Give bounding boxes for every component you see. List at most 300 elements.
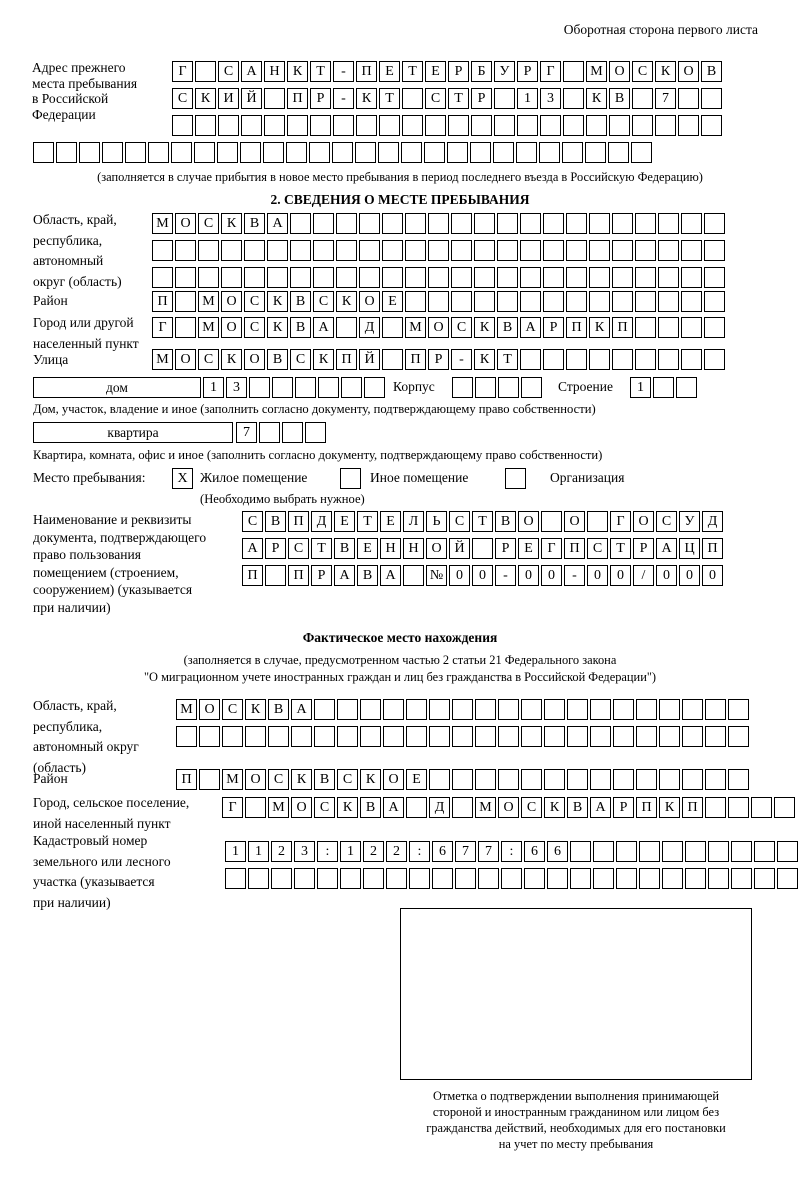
char-cell[interactable] bbox=[589, 213, 610, 234]
char-cell[interactable] bbox=[175, 291, 196, 312]
char-cell[interactable]: Г bbox=[541, 538, 562, 559]
char-cell[interactable]: О bbox=[383, 769, 404, 790]
char-cell[interactable] bbox=[198, 240, 219, 261]
char-cell[interactable]: П bbox=[566, 317, 587, 338]
char-cell[interactable]: К bbox=[267, 291, 288, 312]
char-cell[interactable] bbox=[704, 240, 725, 261]
char-cell[interactable] bbox=[287, 115, 308, 136]
char-cell[interactable] bbox=[544, 726, 565, 747]
char-cell[interactable]: Т bbox=[448, 88, 469, 109]
char-cell[interactable]: П bbox=[336, 349, 357, 370]
char-cell[interactable]: Д bbox=[429, 797, 450, 818]
char-cell[interactable]: С bbox=[288, 538, 309, 559]
char-cell[interactable] bbox=[567, 726, 588, 747]
char-cell[interactable] bbox=[428, 291, 449, 312]
char-cell[interactable]: 0 bbox=[656, 565, 677, 586]
char-cell[interactable] bbox=[360, 726, 381, 747]
stroenie-cells[interactable] bbox=[630, 377, 699, 398]
char-cell[interactable]: О bbox=[175, 349, 196, 370]
char-cell[interactable]: 0 bbox=[679, 565, 700, 586]
char-cell[interactable] bbox=[245, 726, 266, 747]
char-cell[interactable] bbox=[199, 769, 220, 790]
char-cell[interactable] bbox=[336, 267, 357, 288]
char-cell[interactable] bbox=[520, 291, 541, 312]
char-cell[interactable] bbox=[478, 868, 499, 889]
flat-cells[interactable] bbox=[236, 422, 328, 443]
char-cell[interactable]: Р bbox=[543, 317, 564, 338]
city-row[interactable] bbox=[152, 317, 727, 338]
char-cell[interactable]: С bbox=[451, 317, 472, 338]
char-cell[interactable] bbox=[544, 699, 565, 720]
char-cell[interactable]: О bbox=[633, 511, 654, 532]
char-cell[interactable] bbox=[286, 142, 307, 163]
char-cell[interactable] bbox=[613, 769, 634, 790]
char-cell[interactable] bbox=[241, 115, 262, 136]
char-cell[interactable]: 1 bbox=[225, 841, 246, 862]
char-cell[interactable]: М bbox=[198, 317, 219, 338]
char-cell[interactable]: О bbox=[245, 769, 266, 790]
char-cell[interactable]: О bbox=[291, 797, 312, 818]
char-cell[interactable]: В bbox=[334, 538, 355, 559]
char-cell[interactable] bbox=[198, 267, 219, 288]
char-cell[interactable] bbox=[590, 769, 611, 790]
char-cell[interactable] bbox=[586, 115, 607, 136]
char-cell[interactable]: 1 bbox=[630, 377, 651, 398]
char-cell[interactable] bbox=[290, 213, 311, 234]
char-cell[interactable] bbox=[240, 142, 261, 163]
char-cell[interactable]: П bbox=[288, 565, 309, 586]
char-cell[interactable] bbox=[587, 511, 608, 532]
char-cell[interactable]: Р bbox=[311, 565, 332, 586]
char-cell[interactable] bbox=[363, 868, 384, 889]
char-cell[interactable]: А bbox=[242, 538, 263, 559]
char-cell[interactable]: К bbox=[474, 317, 495, 338]
document-row-3[interactable] bbox=[242, 565, 725, 586]
char-cell[interactable]: О bbox=[244, 349, 265, 370]
char-cell[interactable] bbox=[402, 88, 423, 109]
char-cell[interactable]: Б bbox=[471, 61, 492, 82]
char-cell[interactable] bbox=[543, 267, 564, 288]
char-cell[interactable]: Е bbox=[382, 291, 403, 312]
char-cell[interactable] bbox=[341, 377, 362, 398]
char-cell[interactable] bbox=[636, 769, 657, 790]
char-cell[interactable]: Т bbox=[379, 88, 400, 109]
char-cell[interactable] bbox=[521, 377, 542, 398]
char-cell[interactable] bbox=[56, 142, 77, 163]
char-cell[interactable] bbox=[658, 317, 679, 338]
char-cell[interactable] bbox=[659, 699, 680, 720]
char-cell[interactable] bbox=[497, 291, 518, 312]
char-cell[interactable] bbox=[662, 868, 683, 889]
char-cell[interactable]: К bbox=[655, 61, 676, 82]
char-cell[interactable] bbox=[708, 841, 729, 862]
char-cell[interactable] bbox=[455, 868, 476, 889]
char-cell[interactable]: Т bbox=[610, 538, 631, 559]
region-row-3[interactable] bbox=[152, 267, 727, 288]
char-cell[interactable] bbox=[152, 267, 173, 288]
char-cell[interactable]: В bbox=[567, 797, 588, 818]
char-cell[interactable]: Р bbox=[265, 538, 286, 559]
char-cell[interactable]: С bbox=[172, 88, 193, 109]
char-cell[interactable]: П bbox=[682, 797, 703, 818]
char-cell[interactable]: 0 bbox=[610, 565, 631, 586]
char-cell[interactable]: К bbox=[336, 291, 357, 312]
char-cell[interactable] bbox=[589, 291, 610, 312]
char-cell[interactable]: : bbox=[317, 841, 338, 862]
char-cell[interactable] bbox=[382, 240, 403, 261]
char-cell[interactable]: 0 bbox=[702, 565, 723, 586]
char-cell[interactable] bbox=[452, 769, 473, 790]
char-cell[interactable] bbox=[498, 769, 519, 790]
region-row-1[interactable] bbox=[152, 213, 727, 234]
char-cell[interactable] bbox=[493, 142, 514, 163]
char-cell[interactable] bbox=[263, 142, 284, 163]
street-row[interactable] bbox=[152, 349, 727, 370]
char-cell[interactable]: 3 bbox=[226, 377, 247, 398]
char-cell[interactable] bbox=[125, 142, 146, 163]
char-cell[interactable] bbox=[267, 240, 288, 261]
char-cell[interactable] bbox=[402, 115, 423, 136]
char-cell[interactable] bbox=[175, 317, 196, 338]
char-cell[interactable]: П bbox=[152, 291, 173, 312]
char-cell[interactable]: 1 bbox=[248, 841, 269, 862]
char-cell[interactable] bbox=[497, 267, 518, 288]
document-row-2[interactable] bbox=[242, 538, 725, 559]
char-cell[interactable]: 1 bbox=[203, 377, 224, 398]
char-cell[interactable] bbox=[264, 115, 285, 136]
char-cell[interactable] bbox=[474, 267, 495, 288]
prev-address-row-1[interactable] bbox=[172, 61, 724, 82]
char-cell[interactable]: В bbox=[290, 291, 311, 312]
char-cell[interactable]: Н bbox=[264, 61, 285, 82]
char-cell[interactable] bbox=[731, 841, 752, 862]
char-cell[interactable]: Г bbox=[222, 797, 243, 818]
char-cell[interactable] bbox=[616, 868, 637, 889]
char-cell[interactable]: Р bbox=[613, 797, 634, 818]
char-cell[interactable]: 7 bbox=[478, 841, 499, 862]
char-cell[interactable] bbox=[543, 349, 564, 370]
char-cell[interactable] bbox=[681, 213, 702, 234]
char-cell[interactable] bbox=[728, 797, 749, 818]
char-cell[interactable]: Д bbox=[311, 511, 332, 532]
char-cell[interactable] bbox=[294, 868, 315, 889]
char-cell[interactable] bbox=[566, 213, 587, 234]
char-cell[interactable] bbox=[249, 377, 270, 398]
char-cell[interactable]: : bbox=[409, 841, 430, 862]
char-cell[interactable] bbox=[498, 699, 519, 720]
char-cell[interactable] bbox=[332, 142, 353, 163]
char-cell[interactable] bbox=[704, 213, 725, 234]
char-cell[interactable]: М bbox=[198, 291, 219, 312]
char-cell[interactable]: К bbox=[267, 317, 288, 338]
char-cell[interactable] bbox=[517, 115, 538, 136]
char-cell[interactable] bbox=[245, 797, 266, 818]
char-cell[interactable]: К bbox=[313, 349, 334, 370]
char-cell[interactable] bbox=[655, 115, 676, 136]
char-cell[interactable]: В bbox=[497, 317, 518, 338]
char-cell[interactable] bbox=[685, 841, 706, 862]
char-cell[interactable] bbox=[272, 377, 293, 398]
char-cell[interactable] bbox=[309, 142, 330, 163]
char-cell[interactable]: Е bbox=[518, 538, 539, 559]
char-cell[interactable]: Т bbox=[472, 511, 493, 532]
char-cell[interactable] bbox=[678, 115, 699, 136]
char-cell[interactable] bbox=[521, 699, 542, 720]
char-cell[interactable]: О bbox=[426, 538, 447, 559]
char-cell[interactable] bbox=[295, 377, 316, 398]
char-cell[interactable] bbox=[632, 115, 653, 136]
char-cell[interactable] bbox=[728, 726, 749, 747]
char-cell[interactable]: Р bbox=[495, 538, 516, 559]
char-cell[interactable] bbox=[382, 213, 403, 234]
char-cell[interactable]: В bbox=[314, 769, 335, 790]
char-cell[interactable] bbox=[428, 267, 449, 288]
actual-region-row-1[interactable] bbox=[176, 699, 751, 720]
char-cell[interactable] bbox=[540, 115, 561, 136]
char-cell[interactable] bbox=[658, 349, 679, 370]
char-cell[interactable] bbox=[566, 349, 587, 370]
char-cell[interactable]: - bbox=[333, 88, 354, 109]
char-cell[interactable] bbox=[701, 115, 722, 136]
char-cell[interactable] bbox=[475, 769, 496, 790]
char-cell[interactable] bbox=[681, 349, 702, 370]
char-cell[interactable] bbox=[475, 699, 496, 720]
char-cell[interactable] bbox=[658, 240, 679, 261]
char-cell[interactable]: У bbox=[494, 61, 515, 82]
char-cell[interactable] bbox=[378, 142, 399, 163]
char-cell[interactable]: К bbox=[356, 88, 377, 109]
char-cell[interactable]: О bbox=[518, 511, 539, 532]
char-cell[interactable] bbox=[497, 240, 518, 261]
char-cell[interactable]: П bbox=[636, 797, 657, 818]
char-cell[interactable] bbox=[148, 142, 169, 163]
char-cell[interactable]: К bbox=[291, 769, 312, 790]
char-cell[interactable] bbox=[708, 868, 729, 889]
char-cell[interactable] bbox=[474, 240, 495, 261]
char-cell[interactable] bbox=[636, 699, 657, 720]
char-cell[interactable] bbox=[701, 88, 722, 109]
char-cell[interactable] bbox=[566, 240, 587, 261]
char-cell[interactable] bbox=[590, 699, 611, 720]
char-cell[interactable]: А bbox=[383, 797, 404, 818]
char-cell[interactable]: С bbox=[218, 61, 239, 82]
char-cell[interactable]: В bbox=[609, 88, 630, 109]
char-cell[interactable]: П bbox=[612, 317, 633, 338]
char-cell[interactable]: В bbox=[701, 61, 722, 82]
char-cell[interactable] bbox=[524, 868, 545, 889]
char-cell[interactable] bbox=[268, 726, 289, 747]
char-cell[interactable] bbox=[547, 868, 568, 889]
char-cell[interactable]: К bbox=[195, 88, 216, 109]
char-cell[interactable]: О bbox=[175, 213, 196, 234]
char-cell[interactable] bbox=[267, 267, 288, 288]
char-cell[interactable]: В bbox=[495, 511, 516, 532]
char-cell[interactable] bbox=[401, 142, 422, 163]
char-cell[interactable]: 3 bbox=[540, 88, 561, 109]
char-cell[interactable] bbox=[406, 797, 427, 818]
document-row-1[interactable] bbox=[242, 511, 725, 532]
char-cell[interactable] bbox=[359, 240, 380, 261]
char-cell[interactable]: П bbox=[702, 538, 723, 559]
char-cell[interactable]: 6 bbox=[547, 841, 568, 862]
char-cell[interactable]: У bbox=[679, 511, 700, 532]
char-cell[interactable] bbox=[612, 291, 633, 312]
char-cell[interactable] bbox=[498, 726, 519, 747]
char-cell[interactable] bbox=[447, 142, 468, 163]
char-cell[interactable] bbox=[405, 291, 426, 312]
char-cell[interactable]: К bbox=[221, 213, 242, 234]
place-type-option-inoe[interactable]: Иное помещение bbox=[370, 470, 469, 485]
char-cell[interactable] bbox=[635, 317, 656, 338]
char-cell[interactable] bbox=[774, 797, 795, 818]
char-cell[interactable]: А bbox=[313, 317, 334, 338]
char-cell[interactable] bbox=[704, 291, 725, 312]
char-cell[interactable]: С bbox=[337, 769, 358, 790]
char-cell[interactable]: С bbox=[313, 291, 334, 312]
char-cell[interactable]: Е bbox=[406, 769, 427, 790]
char-cell[interactable]: О bbox=[678, 61, 699, 82]
char-cell[interactable] bbox=[751, 797, 772, 818]
char-cell[interactable] bbox=[639, 841, 660, 862]
char-cell[interactable] bbox=[225, 868, 246, 889]
char-cell[interactable]: Р bbox=[517, 61, 538, 82]
char-cell[interactable] bbox=[382, 317, 403, 338]
char-cell[interactable] bbox=[612, 349, 633, 370]
char-cell[interactable]: Т bbox=[402, 61, 423, 82]
char-cell[interactable] bbox=[593, 841, 614, 862]
char-cell[interactable] bbox=[659, 769, 680, 790]
actual-region-row-2[interactable] bbox=[176, 726, 751, 747]
char-cell[interactable]: 6 bbox=[432, 841, 453, 862]
char-cell[interactable]: С bbox=[244, 291, 265, 312]
char-cell[interactable]: В bbox=[244, 213, 265, 234]
char-cell[interactable] bbox=[336, 240, 357, 261]
char-cell[interactable]: Е bbox=[380, 511, 401, 532]
char-cell[interactable] bbox=[364, 377, 385, 398]
char-cell[interactable]: 1 bbox=[340, 841, 361, 862]
char-cell[interactable]: А bbox=[291, 699, 312, 720]
cadastral-row-2[interactable] bbox=[225, 868, 800, 889]
char-cell[interactable]: С bbox=[290, 349, 311, 370]
char-cell[interactable]: 6 bbox=[524, 841, 545, 862]
char-cell[interactable] bbox=[318, 377, 339, 398]
prev-address-row-2[interactable] bbox=[172, 88, 724, 109]
char-cell[interactable] bbox=[593, 868, 614, 889]
char-cell[interactable] bbox=[705, 769, 726, 790]
char-cell[interactable]: К bbox=[586, 88, 607, 109]
char-cell[interactable]: С bbox=[449, 511, 470, 532]
char-cell[interactable]: А bbox=[520, 317, 541, 338]
char-cell[interactable]: Т bbox=[357, 511, 378, 532]
char-cell[interactable]: Р bbox=[471, 88, 492, 109]
char-cell[interactable]: Т bbox=[310, 61, 331, 82]
char-cell[interactable] bbox=[333, 115, 354, 136]
char-cell[interactable] bbox=[336, 317, 357, 338]
char-cell[interactable] bbox=[562, 142, 583, 163]
char-cell[interactable] bbox=[382, 349, 403, 370]
char-cell[interactable] bbox=[681, 240, 702, 261]
char-cell[interactable]: 0 bbox=[472, 565, 493, 586]
char-cell[interactable] bbox=[217, 142, 238, 163]
char-cell[interactable] bbox=[497, 213, 518, 234]
char-cell[interactable]: Д bbox=[702, 511, 723, 532]
char-cell[interactable] bbox=[612, 240, 633, 261]
char-cell[interactable] bbox=[520, 240, 541, 261]
place-type-option-organizaciya[interactable]: Организация bbox=[550, 470, 625, 485]
char-cell[interactable] bbox=[194, 142, 215, 163]
char-cell[interactable] bbox=[383, 699, 404, 720]
char-cell[interactable]: С bbox=[425, 88, 446, 109]
char-cell[interactable]: В bbox=[360, 797, 381, 818]
char-cell[interactable] bbox=[425, 115, 446, 136]
char-cell[interactable]: В bbox=[357, 565, 378, 586]
char-cell[interactable] bbox=[171, 142, 192, 163]
char-cell[interactable] bbox=[472, 538, 493, 559]
char-cell[interactable] bbox=[432, 868, 453, 889]
char-cell[interactable]: Г bbox=[172, 61, 193, 82]
char-cell[interactable] bbox=[543, 213, 564, 234]
char-cell[interactable] bbox=[566, 267, 587, 288]
char-cell[interactable]: О bbox=[221, 291, 242, 312]
char-cell[interactable] bbox=[563, 61, 584, 82]
char-cell[interactable]: - bbox=[451, 349, 472, 370]
char-cell[interactable] bbox=[409, 868, 430, 889]
char-cell[interactable] bbox=[470, 142, 491, 163]
char-cell[interactable] bbox=[659, 726, 680, 747]
char-cell[interactable]: - bbox=[495, 565, 516, 586]
char-cell[interactable] bbox=[681, 291, 702, 312]
char-cell[interactable]: 0 bbox=[518, 565, 539, 586]
char-cell[interactable] bbox=[429, 726, 450, 747]
char-cell[interactable] bbox=[313, 213, 334, 234]
char-cell[interactable] bbox=[448, 115, 469, 136]
char-cell[interactable] bbox=[658, 213, 679, 234]
char-cell[interactable] bbox=[452, 726, 473, 747]
char-cell[interactable] bbox=[406, 726, 427, 747]
char-cell[interactable]: Л bbox=[403, 511, 424, 532]
char-cell[interactable] bbox=[337, 699, 358, 720]
char-cell[interactable] bbox=[653, 377, 674, 398]
char-cell[interactable] bbox=[475, 377, 496, 398]
char-cell[interactable]: Г bbox=[152, 317, 173, 338]
char-cell[interactable] bbox=[682, 769, 703, 790]
char-cell[interactable]: М bbox=[152, 213, 173, 234]
char-cell[interactable] bbox=[383, 726, 404, 747]
char-cell[interactable] bbox=[259, 422, 280, 443]
char-cell[interactable] bbox=[175, 267, 196, 288]
char-cell[interactable]: Р bbox=[448, 61, 469, 82]
char-cell[interactable]: : bbox=[501, 841, 522, 862]
char-cell[interactable]: - bbox=[333, 61, 354, 82]
char-cell[interactable]: К bbox=[589, 317, 610, 338]
char-cell[interactable]: М bbox=[152, 349, 173, 370]
char-cell[interactable]: 3 bbox=[294, 841, 315, 862]
char-cell[interactable] bbox=[566, 291, 587, 312]
char-cell[interactable] bbox=[221, 267, 242, 288]
char-cell[interactable]: 1 bbox=[517, 88, 538, 109]
char-cell[interactable] bbox=[382, 267, 403, 288]
char-cell[interactable]: П bbox=[405, 349, 426, 370]
char-cell[interactable] bbox=[79, 142, 100, 163]
char-cell[interactable]: С bbox=[656, 511, 677, 532]
char-cell[interactable] bbox=[248, 868, 269, 889]
char-cell[interactable] bbox=[728, 769, 749, 790]
char-cell[interactable]: О bbox=[498, 797, 519, 818]
char-cell[interactable] bbox=[777, 841, 798, 862]
char-cell[interactable] bbox=[609, 115, 630, 136]
char-cell[interactable]: - bbox=[564, 565, 585, 586]
char-cell[interactable] bbox=[608, 142, 629, 163]
